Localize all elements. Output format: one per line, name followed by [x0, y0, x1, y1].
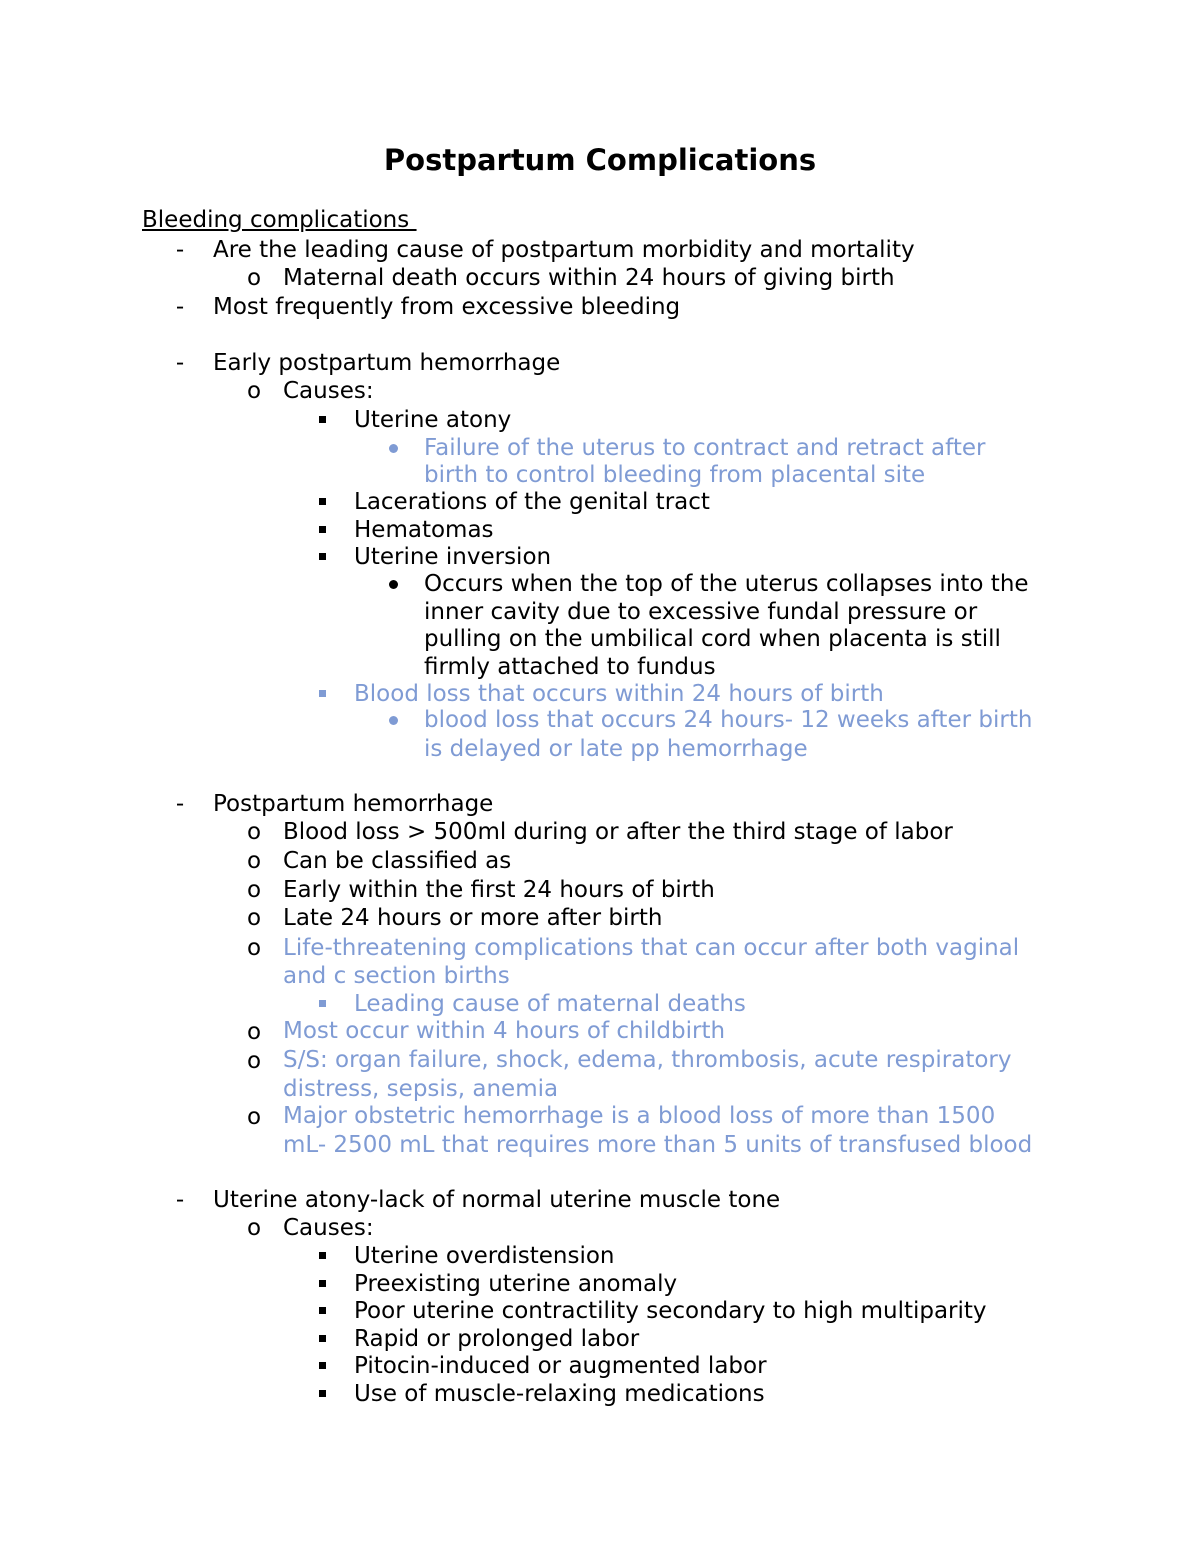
list-item: Maternal death occurs within 24 hours of giving birth: [283, 265, 895, 291]
list-item: Blood loss > 500ml during or after the third stage of labor: [283, 819, 953, 845]
list-item: Leading cause of maternal deaths: [354, 991, 746, 1017]
list-item: Can be classified as: [283, 848, 512, 874]
square-bullet-icon: [319, 1252, 326, 1259]
dash-bullet: -: [175, 791, 185, 817]
square-bullet-icon: [319, 498, 326, 505]
circle-bullet: o: [246, 265, 262, 291]
circle-bullet: o: [246, 1215, 262, 1241]
list-item-continuation: is delayed or late pp hemorrhage: [424, 736, 808, 762]
list-item: Uterine overdistension: [354, 1243, 615, 1269]
list-item: Hematomas: [354, 517, 494, 543]
square-bullet-icon: [319, 416, 326, 423]
list-item-continuation: firmly attached to fundus: [424, 654, 716, 680]
list-item: Failure of the uterus to contract and retract after: [424, 435, 986, 461]
round-bullet-icon: [389, 580, 398, 589]
list-item: Life-threatening complications that can occur after both vaginal: [283, 935, 1020, 961]
list-item-continuation: pulling on the umbilical cord when placenta is still: [424, 626, 1001, 652]
square-bullet-icon: [319, 553, 326, 560]
circle-bullet: o: [246, 1104, 262, 1130]
list-item-continuation: mL- 2500 mL that requires more than 5 units of transfused blood: [283, 1132, 1033, 1158]
list-item: Blood loss that occurs within 24 hours of birth: [354, 681, 884, 707]
list-item: blood loss that occurs 24 hours- 12 weeks after birth: [424, 707, 1033, 733]
list-item: Most occur within 4 hours of childbirth: [283, 1018, 726, 1044]
list-item: S/S: organ failure, shock, edema, thrombosis, acute respiratory: [283, 1047, 1012, 1073]
document-title: Postpartum Complications: [383, 143, 817, 177]
dash-bullet: -: [175, 1187, 185, 1213]
square-bullet-icon: [319, 690, 326, 697]
list-item: Lacerations of the genital tract: [354, 489, 710, 515]
list-item-continuation: inner cavity due to excessive fundal pressure or: [424, 599, 978, 625]
list-item: Pitocin-induced or augmented labor: [354, 1353, 767, 1379]
circle-bullet: o: [246, 935, 262, 961]
list-item: Causes:: [283, 378, 374, 404]
square-bullet-icon: [319, 1335, 326, 1342]
circle-bullet: o: [246, 1019, 262, 1045]
list-item-continuation: distress, sepsis, anemia: [283, 1076, 559, 1102]
circle-bullet: o: [246, 848, 262, 874]
list-item-continuation: and c section births: [283, 963, 510, 989]
list-item: Are the leading cause of postpartum morbidity and mortality: [213, 237, 915, 263]
list-item: Postpartum hemorrhage: [213, 791, 494, 817]
list-item: Causes:: [283, 1215, 374, 1241]
list-item: Occurs when the top of the uterus collapses into the: [424, 571, 1029, 597]
list-item: Most frequently from excessive bleeding: [213, 294, 681, 320]
list-item: Preexisting uterine anomaly: [354, 1271, 678, 1297]
list-item-continuation: birth to control bleeding from placental site: [424, 462, 926, 488]
list-item: Use of muscle-relaxing medications: [354, 1381, 765, 1407]
square-bullet-icon: [319, 1390, 326, 1397]
circle-bullet: o: [246, 819, 262, 845]
circle-bullet: o: [246, 1048, 262, 1074]
list-item: Early within the first 24 hours of birth: [283, 877, 715, 903]
round-bullet-icon: [389, 444, 398, 453]
circle-bullet: o: [246, 905, 262, 931]
section-heading-bleeding: Bleeding complications: [142, 207, 417, 233]
dash-bullet: -: [175, 294, 185, 320]
list-item: Rapid or prolonged labor: [354, 1326, 640, 1352]
round-bullet-icon: [389, 716, 398, 725]
square-bullet-icon: [319, 526, 326, 533]
list-item: Poor uterine contractility secondary to high multiparity: [354, 1298, 987, 1324]
list-item: Late 24 hours or more after birth: [283, 905, 663, 931]
square-bullet-icon: [319, 1307, 326, 1314]
dash-bullet: -: [175, 237, 185, 263]
circle-bullet: o: [246, 378, 262, 404]
list-item: Uterine atony-lack of normal uterine muscle tone: [213, 1187, 781, 1213]
list-item: Major obstetric hemorrhage is a blood loss of more than 1500: [283, 1103, 996, 1129]
circle-bullet: o: [246, 877, 262, 903]
square-bullet-icon: [319, 1362, 326, 1369]
dash-bullet: -: [175, 350, 185, 376]
square-bullet-icon: [319, 1280, 326, 1287]
list-item: Uterine inversion: [354, 544, 552, 570]
square-bullet-icon: [319, 1000, 326, 1007]
list-item: Early postpartum hemorrhage: [213, 350, 561, 376]
list-item: Uterine atony: [354, 407, 512, 433]
